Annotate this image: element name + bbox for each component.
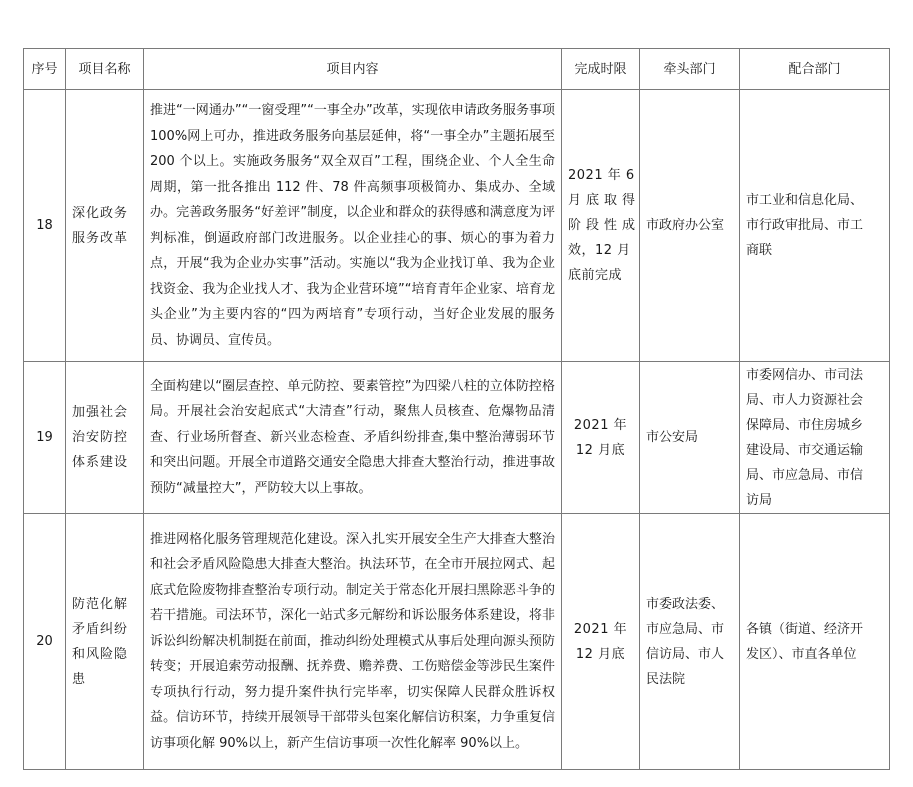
project-name-line: 加强社会 xyxy=(72,405,129,420)
header-lead-dept: 牵头部门 xyxy=(640,49,740,90)
project-name-line: 治安防控 xyxy=(72,430,129,445)
header-no: 序号 xyxy=(24,49,66,90)
coop-line: 商联 xyxy=(746,243,773,258)
deadline-line: 阶段性成 xyxy=(568,218,641,233)
lead-line: 市委政法委、 xyxy=(646,596,725,612)
project-name-line: 服务改革 xyxy=(72,230,129,246)
deadline-line: 底前完成 xyxy=(568,268,623,283)
cooperating-departments xyxy=(740,514,890,770)
project-name-line: 防范化解 xyxy=(72,596,129,612)
row-number: 19 xyxy=(24,362,66,514)
deadline xyxy=(562,362,640,514)
project-name xyxy=(66,90,144,362)
header-row xyxy=(24,49,890,90)
coop-line: 各镇（街道、经济开 xyxy=(746,621,864,637)
work-plan-table xyxy=(23,48,890,770)
table-row xyxy=(24,362,890,514)
cooperating-departments xyxy=(740,90,890,362)
project-name-line: 体系建设 xyxy=(72,455,129,470)
deadline-line: 效，12 月 xyxy=(568,243,631,258)
project-content: 全面构建以“圈层查控、单元防控、要素管控”为四梁八柱的立体防控格局。开展社会治安起底式“大清查”行动，聚焦人员核查、危爆物品清查、行业场所督查、新兴业态检查、矛盾纠纷排查,集中整治薄弱环节和突出问题。开展全市道路交通安全隐患大排查大整治行动，推进事故预防“减量控大”，严防较大以上事故。 xyxy=(144,362,562,514)
coop-line: 发区）、市直各单位 xyxy=(746,646,857,662)
project-name-line: 和风险隐 xyxy=(72,646,129,662)
project-content: 推进网格化服务管理规范化建设。深入扎实开展安全生产大排查大整治和社会矛盾风险隐患大排查大整治。执法环节，在全市开展拉网式、起底式危险废物排查整治专项行动。制定关于常态化开展扫黑除恶斗争的若干措施。司法环节，深化一站式多元解纷和诉讼服务体系建设，将非诉讼纠纷解决机制挺在前面，推动纠纷处理模式从事后处理向源头预防转变；开展追索劳动报酬、抚养费、赡养费、工伤赔偿金等涉民生案件专项执行行动，努力提升案件执行完毕率，切实保障人民群众胜诉权益。信访环节，持续开展领导干部带头包案化解信访积案，力争重复信访事项化解 90%以上，新产生信访事项一次性化解率 90%以上。 xyxy=(144,514,562,770)
lead-department: 市政府办公室 xyxy=(640,90,740,362)
lead-line: 市应急局、市 xyxy=(646,621,725,637)
coop-line: 保障局、市住房城乡 xyxy=(746,417,864,433)
coop-line: 局、市应急局、市信 xyxy=(746,467,864,483)
project-name xyxy=(66,362,144,514)
deadline-line: 2021 年 xyxy=(573,417,628,433)
table-row xyxy=(24,90,890,362)
lead-department xyxy=(640,514,740,770)
deadline-line: 12 月底 xyxy=(575,442,626,458)
deadline xyxy=(562,90,640,362)
coop-line: 访局 xyxy=(746,492,773,508)
table-row xyxy=(24,514,890,770)
lead-line: 信访局、市人 xyxy=(646,646,725,662)
coop-line: 市工业和信息化局、 xyxy=(746,193,864,208)
coop-line: 局、市人力资源社会 xyxy=(746,392,864,408)
deadline-line: 月底取得 xyxy=(568,193,641,208)
project-name-line: 深化政务 xyxy=(72,205,129,221)
deadline xyxy=(562,514,640,770)
header-deadline: 完成时限 xyxy=(562,49,640,90)
header-name: 项目名称 xyxy=(66,49,144,90)
coop-line: 建设局、市交通运输 xyxy=(746,442,864,458)
project-content: 推进“一网通办”“一窗受理”“一事全办”改革，实现依申请政务服务事项 100%网上可办，推进政务服务向基层延伸，将“一事全办”主题拓展至 200 个以上。实施政务服务“双全双百”工程，围绕企业、个人全生命周期，第一批各推出 112 件、78 件高频事项极简办、集成办、全域办。完善政务服务“好差评”制度，以企业和群众的获得感和满意度为评判标准，倒逼政府部门改进服务。以企业挂心的事、烦心的事为着力点，开展“我为企业办实事”活动。实施以“我为企业找订单、我为企业找资金、我为企业找人才、我为企业营环境”“培育青年企业家、培育龙头企业”为主要内容的“四为两培育”专项行动，当好企业发展的服务员、协调员、宣传员。 xyxy=(144,90,562,362)
coop-line: 市委网信办、市司法 xyxy=(746,367,864,383)
deadline-line: 12 月底 xyxy=(575,646,626,662)
project-name-line: 矛盾纠纷 xyxy=(72,621,129,637)
coop-line: 市行政审批局、市工 xyxy=(746,218,864,233)
cooperating-departments xyxy=(740,362,890,514)
lead-department: 市公安局 xyxy=(640,362,740,514)
row-number: 20 xyxy=(24,514,66,770)
deadline-line: 2021 年 xyxy=(573,621,628,637)
project-name xyxy=(66,514,144,770)
project-name-line: 患 xyxy=(72,671,87,687)
lead-line: 民法院 xyxy=(646,671,686,687)
header-coop-dept: 配合部门 xyxy=(740,49,890,90)
header-content: 项目内容 xyxy=(144,49,562,90)
row-number: 18 xyxy=(24,90,66,362)
deadline-line: 2021 年 6 xyxy=(568,168,635,183)
